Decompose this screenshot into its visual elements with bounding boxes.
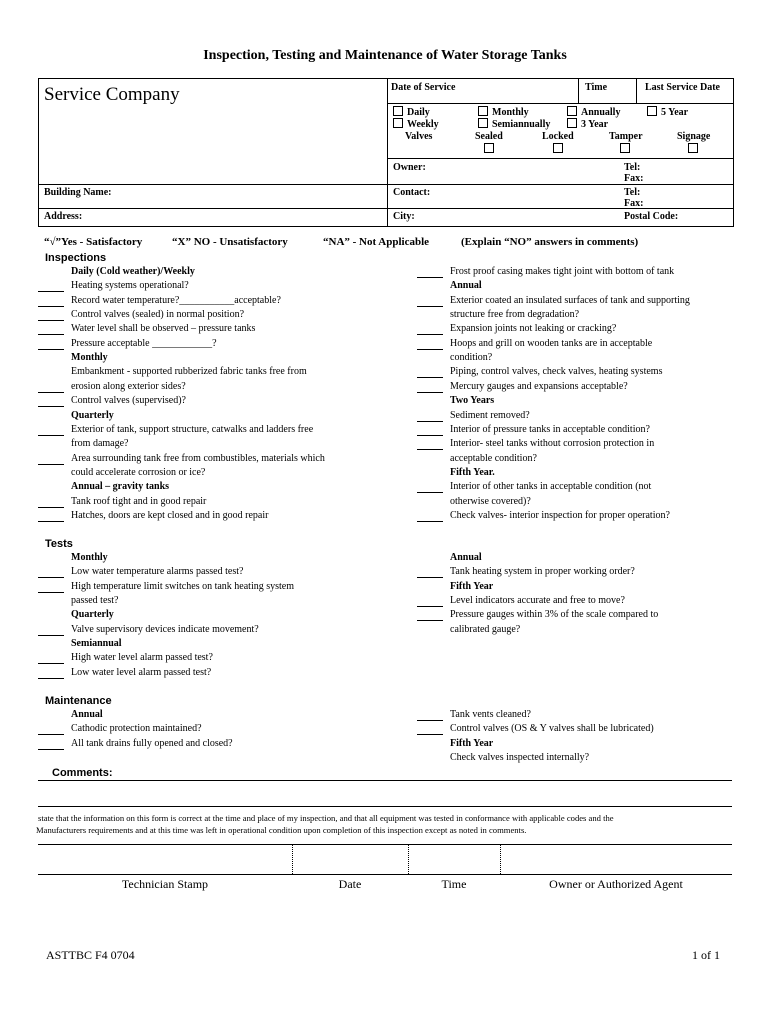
answer-blank[interactable] (38, 306, 64, 307)
checklist-item: Pressure gauges within 3% of the scale compared to (450, 609, 659, 621)
building-name-label: Building Name: (44, 187, 112, 198)
subsection-heading: Annual (71, 709, 103, 720)
subsection-heading: Daily (Cold weather)/Weekly (71, 266, 195, 277)
valve-sealed-checkbox[interactable] (484, 143, 494, 153)
legend-yes: “√”Yes - Satisfactory (44, 236, 143, 248)
checklist-item: Exterior of tank, support structure, catwalks and ladders free (71, 423, 314, 435)
answer-blank[interactable] (417, 392, 443, 393)
address-label: Address: (44, 211, 83, 222)
answer-blank[interactable] (417, 277, 443, 278)
checklist-item: Valve supervisory devices indicate movement? (71, 623, 259, 635)
checklist-item: Tank vents cleaned? (450, 709, 531, 720)
owner-agent-label: Owner or Authorized Agent (549, 877, 683, 891)
subsection-heading: Annual (450, 280, 482, 292)
checklist-item: Expansion joints not leaking or cracking? (450, 323, 617, 335)
tests-heading: Tests (45, 538, 73, 550)
freq-monthly[interactable]: Monthly (478, 106, 529, 119)
checkbox[interactable] (647, 106, 657, 116)
owner-agent-field[interactable] (501, 845, 732, 874)
checkbox[interactable] (567, 118, 577, 128)
comments-label: Comments: (52, 767, 113, 779)
fax-label-1: Fax: (624, 173, 644, 184)
answer-blank[interactable] (38, 635, 64, 636)
checklist-item: Frost proof casing makes tight joint with bottom of tank (450, 266, 675, 277)
freq-daily[interactable]: Daily (393, 106, 430, 119)
inspections-heading: Inspections (45, 252, 107, 264)
checklist-item: Level indicators accurate and free to move? (450, 595, 625, 607)
valve-signage-label: Signage (677, 131, 711, 142)
answer-blank[interactable] (417, 620, 443, 621)
valve-tamper-label: Tamper (609, 131, 643, 142)
tel-label-2: Tel: (624, 187, 641, 198)
checklist-item: Sediment removed? (450, 409, 530, 421)
answer-blank[interactable] (38, 334, 64, 335)
checkbox[interactable] (478, 118, 488, 128)
checklist-item: Tank roof tight and in good repair (71, 495, 207, 507)
time-label: Time (585, 82, 608, 93)
subsection-heading: Fifth Year (450, 580, 494, 592)
legend-no: “X” NO - Unsatisfactory (172, 236, 288, 248)
certification-statement-2: Manufacturers requirements and at this time was left in operational condition upon completion of this inspection except as noted in comments. (36, 825, 527, 835)
answer-blank[interactable] (417, 349, 443, 350)
answer-blank[interactable] (38, 592, 64, 593)
answer-blank[interactable] (38, 291, 64, 292)
last-service-date-label: Last Service Date (645, 82, 720, 93)
subsection-heading: Quarterly (71, 409, 114, 421)
checklist-item: Check valves- interior inspection for proper operation? (450, 509, 670, 521)
subsection-heading: Fifth Year (450, 737, 494, 749)
answer-blank[interactable] (417, 334, 443, 335)
answer-blank[interactable] (417, 577, 443, 578)
answer-blank[interactable] (417, 306, 443, 307)
answer-blank[interactable] (417, 734, 443, 735)
freq-annually[interactable]: Annually (567, 106, 620, 119)
checklist-item: Interior of pressure tanks in acceptable condition? (450, 423, 650, 435)
owner-label: Owner: (393, 162, 426, 173)
subsection-heading: Quarterly (71, 609, 114, 621)
checklist-item: High water level alarm passed test? (71, 652, 213, 664)
technician-stamp-field[interactable] (38, 845, 292, 874)
technician-stamp-label: Technician Stamp (121, 877, 209, 891)
answer-blank[interactable] (38, 392, 64, 393)
subsection-heading: Monthly (71, 552, 108, 563)
checklist-item: Pressure acceptable ____________? (71, 337, 217, 349)
checklist-item: Cathodic protection maintained? (71, 723, 202, 735)
answer-blank[interactable] (38, 349, 64, 350)
subsection-heading: Annual (450, 552, 482, 563)
valve-signage-checkbox[interactable] (688, 143, 698, 153)
answer-blank[interactable] (417, 492, 443, 493)
date-label: Date (338, 877, 362, 891)
checklist-item: calibrated gauge? (450, 623, 521, 635)
page-number: 1 of 1 (692, 948, 720, 962)
answer-blank[interactable] (417, 720, 443, 721)
answer-blank[interactable] (38, 749, 64, 750)
checklist-item: Piping, control valves, check valves, heating systems (450, 366, 663, 378)
date-of-service-label: Date of Service (391, 82, 456, 93)
answer-blank[interactable] (417, 521, 443, 522)
checklist-item: Interior of other tanks in acceptable condition (not (450, 481, 652, 493)
checklist-item: erosion along exterior sides? (71, 380, 186, 392)
checklist-item: Low water temperature alarms passed test? (71, 566, 244, 578)
city-label: City: (393, 211, 415, 222)
valve-sealed-label: Sealed (475, 131, 503, 142)
valve-locked-label: Locked (542, 131, 574, 142)
answer-blank[interactable] (38, 577, 64, 578)
form-id: ASTTBC F4 0704 (46, 948, 135, 962)
freq-semiannually[interactable]: Semiannually (478, 118, 550, 131)
valve-tamper-checkbox[interactable] (620, 143, 630, 153)
answer-blank[interactable] (417, 377, 443, 378)
checklist-item: Record water temperature?___________acceptable? (71, 294, 281, 306)
checklist-item: from damage? (71, 438, 129, 450)
checklist-item: Mercury gauges and expansions acceptable? (450, 380, 628, 392)
checklist-item: Exterior coated an insulated surfaces of tank and supporting (450, 294, 690, 306)
answer-blank[interactable] (417, 606, 443, 607)
checklist-item: Check valves inspected internally? (450, 752, 590, 764)
postal-code-label: Postal Code: (624, 211, 679, 222)
checklist-item: condition? (450, 352, 493, 364)
checkbox[interactable] (478, 106, 488, 116)
checklist-item: could accelerate corrosion or ice? (71, 466, 206, 478)
answer-blank[interactable] (38, 406, 64, 407)
answer-blank[interactable] (38, 320, 64, 321)
form-title: Inspection, Testing and Maintenance of Water Storage Tanks (203, 48, 567, 63)
checklist-item: Low water level alarm passed test? (71, 666, 212, 678)
subsection-heading: Monthly (71, 352, 108, 364)
answer-blank[interactable] (38, 507, 64, 508)
checkbox[interactable] (393, 106, 403, 116)
answer-blank[interactable] (38, 734, 64, 735)
subsection-heading: Semiannual (71, 638, 122, 650)
checklist-item: Hoops and grill on wooden tanks are in acceptable (450, 337, 653, 349)
comments-area[interactable] (38, 781, 732, 805)
answer-blank[interactable] (38, 435, 64, 436)
fax-label-2: Fax: (624, 198, 644, 209)
checklist-item: Control valves (OS & Y valves shall be lubricated) (450, 723, 654, 735)
answer-blank[interactable] (38, 464, 64, 465)
checklist-item: otherwise covered)? (450, 495, 531, 507)
checklist-item: High temperature limit switches on tank heating system (71, 580, 295, 592)
checklist-item: passed test? (71, 595, 119, 607)
checklist-item: Area surrounding tank free from combustibles, materials which (71, 452, 325, 464)
signature-time-label: Time (441, 877, 467, 891)
freq-3-year[interactable]: 3 Year (567, 118, 608, 131)
valves-label: Valves (405, 131, 433, 142)
checkbox[interactable] (567, 106, 577, 116)
checklist-item: Tank heating system in proper working order? (450, 566, 635, 578)
checklist-item: All tank drains fully opened and closed? (71, 737, 233, 749)
subsection-heading: Two Years (450, 395, 495, 407)
subsection-heading: Fifth Year. (450, 466, 495, 478)
answer-blank[interactable] (417, 449, 443, 450)
checklist-item: Control valves (supervised)? (71, 395, 186, 407)
answer-blank[interactable] (38, 663, 64, 664)
service-company-label: Service Company (44, 84, 180, 105)
answer-blank[interactable] (417, 421, 443, 422)
contact-label: Contact: (393, 187, 431, 198)
subsection-heading: Annual – gravity tanks (71, 481, 170, 493)
checklist-item: Interior- steel tanks without corrosion protection in (450, 438, 655, 450)
checklist-item: Water level shall be observed – pressure tanks (71, 323, 256, 335)
answer-blank[interactable] (38, 521, 64, 522)
maintenance-heading: Maintenance (45, 695, 112, 707)
valve-locked-checkbox[interactable] (553, 143, 563, 153)
freq-weekly[interactable]: Weekly (393, 118, 439, 131)
answer-blank[interactable] (417, 435, 443, 436)
checklist-item: Control valves (sealed) in normal position? (71, 309, 245, 321)
checklist-item: Hatches, doors are kept closed and in good repair (71, 509, 269, 521)
certification-statement-1: state that the information on this form is correct at the time and place of my inspection, and that all equipment was tested in conformance with applicable codes and the (38, 813, 614, 823)
legend-na: “NA” - Not Applicable (323, 236, 430, 248)
checklist-item: Heating systems operational? (71, 280, 189, 292)
checklist-item: acceptable condition? (450, 452, 537, 464)
freq-5-year[interactable]: 5 Year (647, 106, 688, 119)
checklist-item: structure free from degradation? (450, 309, 580, 321)
checklist-item: Embankment - supported rubberized fabric tanks free from (71, 366, 307, 378)
legend-explain: (Explain “NO” answers in comments) (461, 236, 639, 248)
checkbox[interactable] (393, 118, 403, 128)
answer-blank[interactable] (38, 678, 64, 679)
date-field[interactable] (293, 845, 408, 874)
tel-label-1: Tel: (624, 162, 641, 173)
time-field[interactable] (409, 845, 500, 874)
